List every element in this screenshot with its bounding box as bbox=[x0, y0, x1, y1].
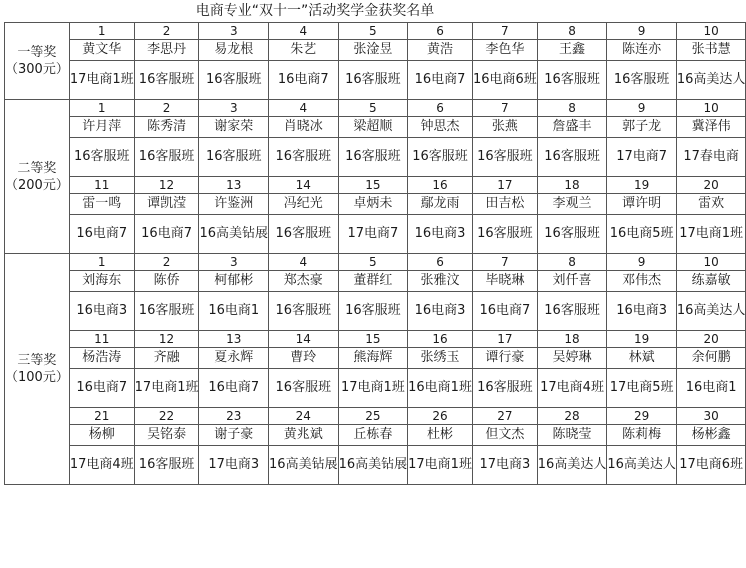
winner-class: 16高美达人 bbox=[537, 446, 607, 485]
rank-number: 1 bbox=[69, 254, 134, 271]
rank-number: 14 bbox=[269, 177, 339, 194]
winner-class: 16电商7 bbox=[408, 61, 473, 100]
winner-class: 16客服班 bbox=[269, 369, 339, 408]
rank-number: 2 bbox=[134, 100, 199, 117]
winner-class: 16电商5班 bbox=[607, 215, 677, 254]
winner-class: 16客服班 bbox=[134, 446, 199, 485]
rank-number: 22 bbox=[134, 408, 199, 425]
rank-number: 1 bbox=[69, 23, 134, 40]
winner-name: 鄢龙雨 bbox=[408, 194, 473, 215]
winner-name: 黄兆斌 bbox=[269, 425, 339, 446]
table-row bbox=[5, 177, 746, 194]
winner-name: 田吉松 bbox=[472, 194, 537, 215]
rank-number: 10 bbox=[676, 23, 746, 40]
rank-number: 6 bbox=[408, 254, 473, 271]
table-row bbox=[5, 40, 746, 61]
winner-class: 16高美达人 bbox=[607, 446, 677, 485]
winner-class: 16客服班 bbox=[134, 138, 199, 177]
winner-name: 杜彬 bbox=[408, 425, 473, 446]
award-category bbox=[5, 23, 70, 100]
winner-class: 17电商7 bbox=[338, 215, 408, 254]
winner-name: 肖晓冰 bbox=[269, 117, 339, 138]
winner-name: 毕晓琳 bbox=[472, 271, 537, 292]
winner-class: 16电商7 bbox=[134, 215, 199, 254]
winner-name: 谭许明 bbox=[607, 194, 677, 215]
award-category bbox=[5, 254, 70, 485]
rank-number: 9 bbox=[607, 23, 677, 40]
table-row bbox=[5, 23, 746, 40]
rank-number: 6 bbox=[408, 23, 473, 40]
table-row bbox=[5, 117, 746, 138]
winner-name: 邓伟杰 bbox=[607, 271, 677, 292]
rank-number: 3 bbox=[199, 100, 269, 117]
rank-number: 4 bbox=[269, 254, 339, 271]
winner-class: 16电商7 bbox=[199, 369, 269, 408]
rank-number: 7 bbox=[472, 23, 537, 40]
winner-class: 16电商3 bbox=[408, 292, 473, 331]
winner-name: 但文杰 bbox=[472, 425, 537, 446]
winner-class: 16客服班 bbox=[472, 215, 537, 254]
winner-class: 16客服班 bbox=[607, 61, 677, 100]
rank-number: 11 bbox=[69, 331, 134, 348]
rank-number: 5 bbox=[338, 100, 408, 117]
rank-number: 8 bbox=[537, 254, 607, 271]
table-row bbox=[5, 271, 746, 292]
rank-number: 21 bbox=[69, 408, 134, 425]
winner-class: 16客服班 bbox=[537, 138, 607, 177]
winner-class: 16电商1 bbox=[199, 292, 269, 331]
rank-number: 11 bbox=[69, 177, 134, 194]
table-row bbox=[5, 61, 746, 100]
table-row bbox=[5, 331, 746, 348]
table-row bbox=[5, 215, 746, 254]
winner-name: 黄浩 bbox=[408, 40, 473, 61]
rank-number: 4 bbox=[269, 100, 339, 117]
winner-name: 吴婷琳 bbox=[537, 348, 607, 369]
winner-name: 张淦昱 bbox=[338, 40, 408, 61]
award-category-name: 一等奖 bbox=[17, 45, 57, 60]
winner-name: 李色华 bbox=[472, 40, 537, 61]
winner-class: 16客服班 bbox=[199, 61, 269, 100]
rank-number: 17 bbox=[472, 177, 537, 194]
rank-number: 20 bbox=[676, 331, 746, 348]
award-category-name: 三等奖 bbox=[17, 353, 57, 368]
rank-number: 13 bbox=[199, 331, 269, 348]
winner-class: 16电商7 bbox=[69, 369, 134, 408]
winner-class: 16客服班 bbox=[537, 292, 607, 331]
winner-name: 易龙根 bbox=[199, 40, 269, 61]
winner-name: 杨浩涛 bbox=[69, 348, 134, 369]
rank-number: 5 bbox=[338, 254, 408, 271]
rank-number: 18 bbox=[537, 331, 607, 348]
table-row bbox=[5, 348, 746, 369]
winner-name: 陈侨 bbox=[134, 271, 199, 292]
award-table bbox=[4, 22, 746, 485]
winner-class: 16客服班 bbox=[537, 215, 607, 254]
rank-number: 30 bbox=[676, 408, 746, 425]
winner-class: 16客服班 bbox=[199, 138, 269, 177]
winner-name: 陈秀清 bbox=[134, 117, 199, 138]
rank-number: 20 bbox=[676, 177, 746, 194]
winner-name: 雷欢 bbox=[676, 194, 746, 215]
winner-class: 17电商5班 bbox=[607, 369, 677, 408]
winner-name: 曹玲 bbox=[269, 348, 339, 369]
rank-number: 12 bbox=[134, 177, 199, 194]
table-row bbox=[5, 446, 746, 485]
winner-name: 许鉴洲 bbox=[199, 194, 269, 215]
rank-number: 23 bbox=[199, 408, 269, 425]
winner-name: 梁超顺 bbox=[338, 117, 408, 138]
winner-name: 卓炳未 bbox=[338, 194, 408, 215]
rank-number: 13 bbox=[199, 177, 269, 194]
winner-name: 李思丹 bbox=[134, 40, 199, 61]
winner-name: 詹盛丰 bbox=[537, 117, 607, 138]
document-title: 电商专业“双十一”活动奖学金获奖名单 bbox=[195, 3, 435, 19]
winner-class: 17电商3 bbox=[199, 446, 269, 485]
rank-number: 18 bbox=[537, 177, 607, 194]
winner-name: 陈莉梅 bbox=[607, 425, 677, 446]
winner-name: 谢子豪 bbox=[199, 425, 269, 446]
winner-class: 16客服班 bbox=[269, 292, 339, 331]
rank-number: 16 bbox=[408, 331, 473, 348]
winner-name: 谢家荣 bbox=[199, 117, 269, 138]
winner-name: 王鑫 bbox=[537, 40, 607, 61]
winner-name: 董群红 bbox=[338, 271, 408, 292]
winner-class: 16电商1 bbox=[676, 369, 746, 408]
rank-number: 27 bbox=[472, 408, 537, 425]
rank-number: 29 bbox=[607, 408, 677, 425]
winner-name: 刘仟喜 bbox=[537, 271, 607, 292]
rank-number: 25 bbox=[338, 408, 408, 425]
winner-class: 17电商3 bbox=[472, 446, 537, 485]
winner-name: 张书慧 bbox=[676, 40, 746, 61]
winner-name: 谭凯滢 bbox=[134, 194, 199, 215]
table-row bbox=[5, 292, 746, 331]
winner-name: 李观兰 bbox=[537, 194, 607, 215]
winner-class: 17电商1班 bbox=[134, 369, 199, 408]
winner-name: 冀泽伟 bbox=[676, 117, 746, 138]
award-category bbox=[5, 100, 70, 254]
rank-number: 2 bbox=[134, 254, 199, 271]
table-row bbox=[5, 369, 746, 408]
winner-class: 16客服班 bbox=[269, 215, 339, 254]
winner-name: 朱艺 bbox=[269, 40, 339, 61]
winner-class: 16客服班 bbox=[472, 138, 537, 177]
winner-class: 16电商6班 bbox=[472, 61, 537, 100]
winner-class: 17电商1班 bbox=[69, 61, 134, 100]
winner-class: 17电商4班 bbox=[537, 369, 607, 408]
winner-name: 柯郁彬 bbox=[199, 271, 269, 292]
rank-number: 3 bbox=[199, 254, 269, 271]
award-amount: （200元） bbox=[5, 177, 69, 193]
table-row bbox=[5, 425, 746, 446]
rank-number: 17 bbox=[472, 331, 537, 348]
rank-number: 26 bbox=[408, 408, 473, 425]
winner-name: 雷一鸣 bbox=[69, 194, 134, 215]
rank-number: 24 bbox=[269, 408, 339, 425]
winner-name: 余何鹏 bbox=[676, 348, 746, 369]
winner-class: 16电商7 bbox=[69, 215, 134, 254]
winner-class: 16客服班 bbox=[134, 61, 199, 100]
winner-class: 17春电商 bbox=[676, 138, 746, 177]
rank-number: 14 bbox=[269, 331, 339, 348]
rank-number: 9 bbox=[607, 100, 677, 117]
winner-name: 钟思杰 bbox=[408, 117, 473, 138]
winner-class: 16客服班 bbox=[269, 138, 339, 177]
winner-name: 郑杰豪 bbox=[269, 271, 339, 292]
winner-name: 林斌 bbox=[607, 348, 677, 369]
winner-class: 16高美钻展 bbox=[338, 446, 408, 485]
winner-class: 17电商4班 bbox=[69, 446, 134, 485]
winner-class: 16电商7 bbox=[472, 292, 537, 331]
winner-class: 16电商3 bbox=[69, 292, 134, 331]
winner-name: 张雅汶 bbox=[408, 271, 473, 292]
rank-number: 10 bbox=[676, 254, 746, 271]
winner-name: 张燕 bbox=[472, 117, 537, 138]
winner-name: 陈连亦 bbox=[607, 40, 677, 61]
winner-name: 齐融 bbox=[134, 348, 199, 369]
winner-name: 练嘉敏 bbox=[676, 271, 746, 292]
winner-name: 许月萍 bbox=[69, 117, 134, 138]
winner-name: 熊海辉 bbox=[338, 348, 408, 369]
rank-number: 19 bbox=[607, 177, 677, 194]
winner-class: 16客服班 bbox=[338, 292, 408, 331]
rank-number: 4 bbox=[269, 23, 339, 40]
rank-number: 6 bbox=[408, 100, 473, 117]
rank-number: 15 bbox=[338, 177, 408, 194]
winner-class: 16电商3 bbox=[408, 215, 473, 254]
winner-class: 16高美达人 bbox=[676, 292, 746, 331]
table-row bbox=[5, 194, 746, 215]
rank-number: 5 bbox=[338, 23, 408, 40]
winner-class: 16电商3 bbox=[607, 292, 677, 331]
winner-class: 16客服班 bbox=[69, 138, 134, 177]
winner-name: 杨彬鑫 bbox=[676, 425, 746, 446]
winner-name: 谭行豪 bbox=[472, 348, 537, 369]
award-category-name: 二等奖 bbox=[17, 160, 57, 176]
table-row bbox=[5, 254, 746, 271]
winner-class: 16客服班 bbox=[472, 369, 537, 408]
rank-number: 3 bbox=[199, 23, 269, 40]
rank-number: 7 bbox=[472, 254, 537, 271]
winner-name: 丘栋春 bbox=[338, 425, 408, 446]
winner-class: 16高美达人 bbox=[676, 61, 746, 100]
award-amount: （100元） bbox=[5, 370, 69, 385]
winner-class: 16客服班 bbox=[338, 138, 408, 177]
table-row bbox=[5, 100, 746, 117]
table-row bbox=[5, 408, 746, 425]
winner-class: 16电商7 bbox=[269, 61, 339, 100]
winner-class: 16高美钻展 bbox=[269, 446, 339, 485]
winner-name: 杨柳 bbox=[69, 425, 134, 446]
table-row bbox=[5, 138, 746, 177]
winner-class: 16高美钻展 bbox=[199, 215, 269, 254]
winner-class: 17电商1班 bbox=[408, 446, 473, 485]
rank-number: 9 bbox=[607, 254, 677, 271]
winner-class: 16客服班 bbox=[134, 292, 199, 331]
rank-number: 19 bbox=[607, 331, 677, 348]
winner-name: 刘海东 bbox=[69, 271, 134, 292]
rank-number: 2 bbox=[134, 23, 199, 40]
rank-number: 7 bbox=[472, 100, 537, 117]
winner-class: 16客服班 bbox=[408, 138, 473, 177]
winner-name: 吴铭泰 bbox=[134, 425, 199, 446]
winner-name: 冯纪光 bbox=[269, 194, 339, 215]
winner-name: 张绣玉 bbox=[408, 348, 473, 369]
award-amount: （300元） bbox=[5, 62, 69, 77]
rank-number: 15 bbox=[338, 331, 408, 348]
rank-number: 8 bbox=[537, 23, 607, 40]
winner-name: 郭子龙 bbox=[607, 117, 677, 138]
rank-number: 10 bbox=[676, 100, 746, 117]
winner-name: 黄文华 bbox=[69, 40, 134, 61]
winner-class: 17电商7 bbox=[607, 138, 677, 177]
rank-number: 1 bbox=[69, 100, 134, 117]
winner-name: 陈晓莹 bbox=[537, 425, 607, 446]
rank-number: 8 bbox=[537, 100, 607, 117]
winner-class: 17电商1班 bbox=[338, 369, 408, 408]
rank-number: 28 bbox=[537, 408, 607, 425]
winner-class: 16电商1班 bbox=[408, 369, 473, 408]
rank-number: 16 bbox=[408, 177, 473, 194]
winner-class: 16客服班 bbox=[537, 61, 607, 100]
rank-number: 12 bbox=[134, 331, 199, 348]
winner-class: 17电商1班 bbox=[676, 215, 746, 254]
winner-name: 夏永辉 bbox=[199, 348, 269, 369]
winner-class: 17电商6班 bbox=[676, 446, 746, 485]
winner-class: 16客服班 bbox=[338, 61, 408, 100]
